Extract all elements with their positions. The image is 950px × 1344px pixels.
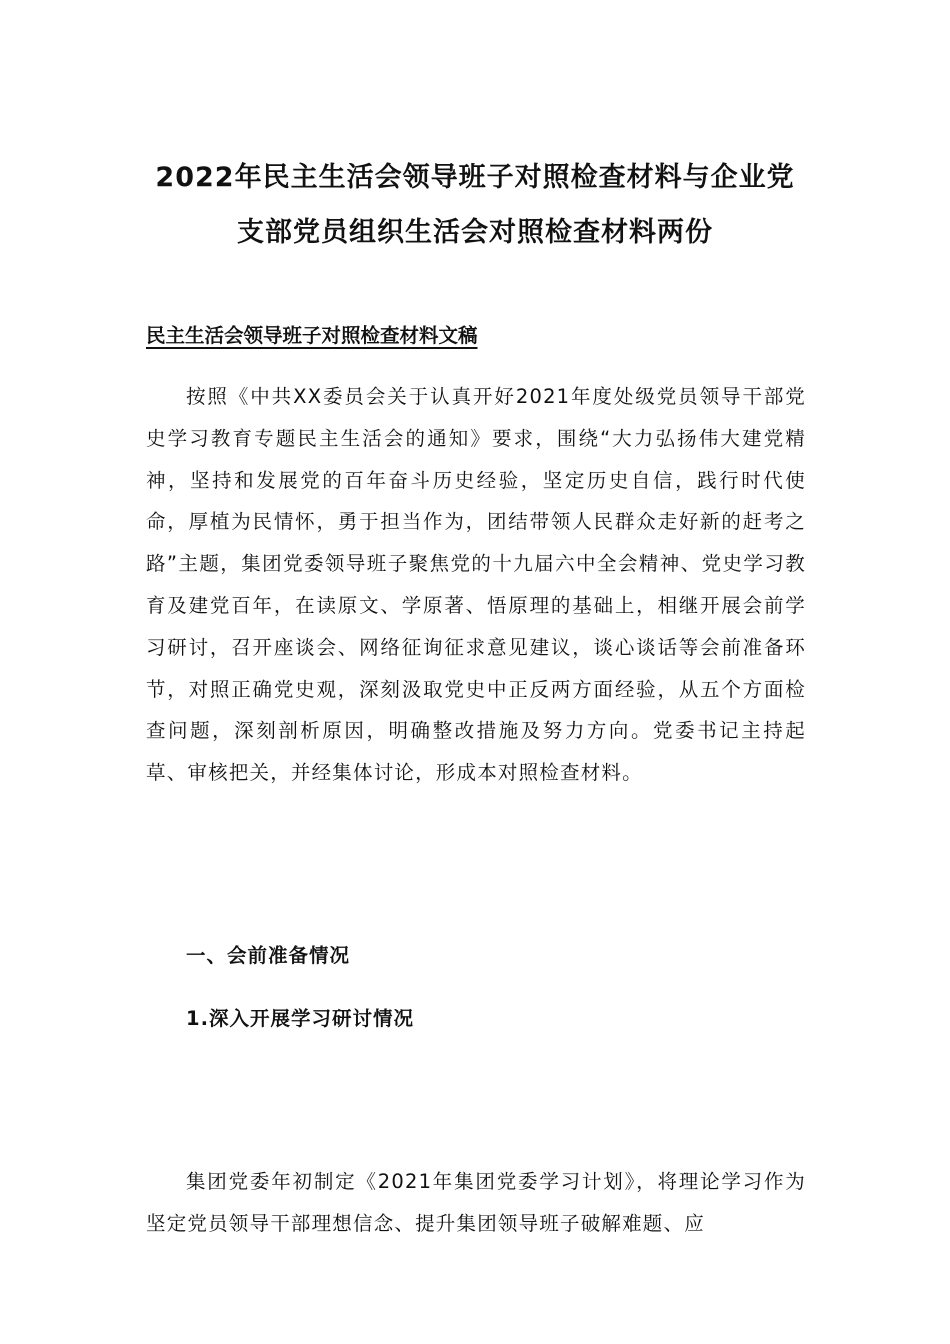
intro-paragraph: 按照《中共XX委员会关于认真开好2021年度处级党员领导干部党史学习教育专题民主生活会的通知》要求，围绕“大力弘扬伟大建党精神，坚持和发展党的百年奋斗历史经验，坚定历史自信，践行时代使命，厚植为民情怀，勇于担当作为，团结带领人民群众走好新的赶考之路”主题，集团党委领导班子聚焦党的十九届六中全会精神、党史学习教育及建党百年，在读原文、学原著、悟原理的基础上，相继开展会前学习研讨，召开座谈会、网络征询征求意见建议，谈心谈话等会前准备环节，对照正确党史观，深刻汲取党史中正反两方面经验，从五个方面检查问题，深刻剖析原因，明确整改措施及努力方向。党委书记主持起草、审核把关，并经集体讨论，形成本对照检查材料。 <box>146 385 806 785</box>
document-title <box>140 150 810 260</box>
document-title-line-1: 2022年民主生活会领导班子对照检查材料与企业党 <box>155 162 795 193</box>
document-title-line-2: 支部党员组织生活会对照检查材料两份 <box>237 217 713 248</box>
section-heading-preparation: 一、会前准备情况 <box>186 944 351 967</box>
study-paragraph: 集团党委年初制定《2021年集团党委学习计划》，将理论学习作为坚定党员领导干部理想信念、提升集团领导班子破解难题、应 <box>146 1170 806 1235</box>
section-subtitle: 民主生活会领导班子对照检查材料文稿 <box>146 324 478 347</box>
subsection-heading-study: 1.深入开展学习研讨情况 <box>186 1007 414 1030</box>
